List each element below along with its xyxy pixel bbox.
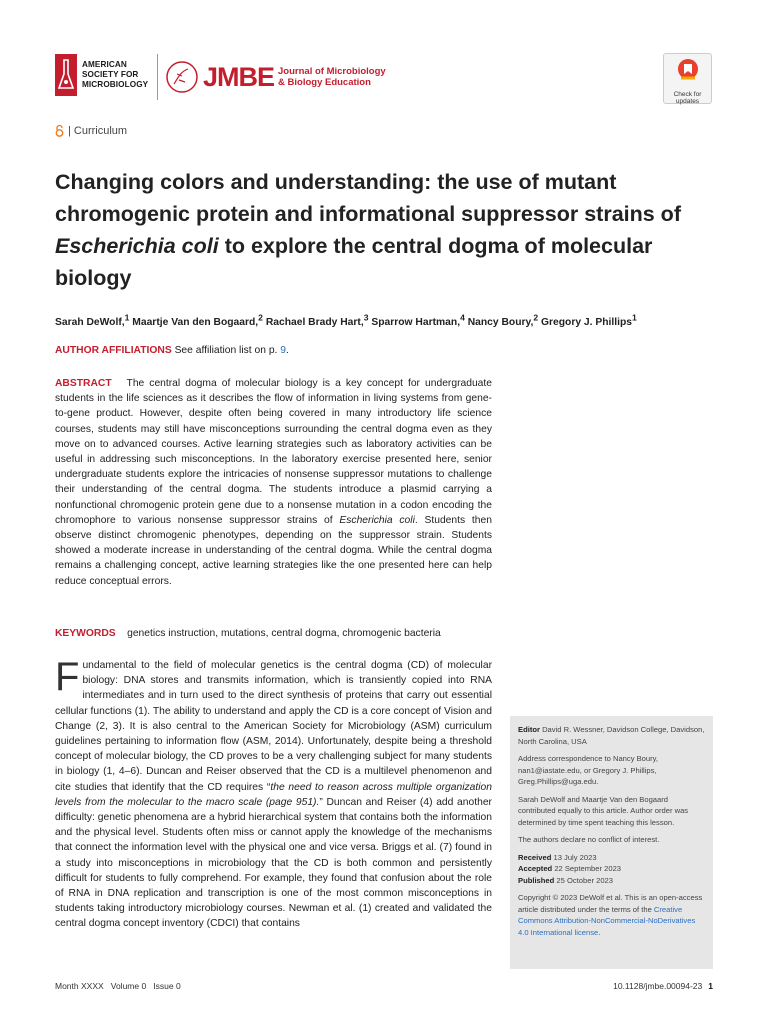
check-for-updates-label: Check for updates [673, 91, 702, 105]
author-list [55, 313, 725, 328]
author[interactable]: Gregory J. Phillips$^1$ [541, 313, 637, 329]
article-info-sidebar [510, 716, 713, 969]
keywords [55, 628, 505, 639]
jmbe-emblem-icon [165, 60, 199, 94]
asm-flask-icon [55, 54, 77, 96]
author[interactable]: Sparrow Hartman,$^4$ [371, 313, 465, 329]
logo-divider [157, 54, 158, 100]
body-text: Fundamental to the field of molecular genetics is the central dogma (CD) of molecular biology: DNA stores and transmits information, which is transiently copied into RNA intermediates and in turn used to the direct synthesis of proteins that carry out essential cellular functions (1). The ability to understand and apply the CD is a core concept of Vision and Change (2, 3). It is also central to the American Society for Microbiology (ASM) curriculum guidelines pertaining to information flow (ASM, 2014). Unfortunately, despite being a threshold concept of molecular biology, the CD proves to be a very challenging subject for many students in biology (1, 4–6). Duncan and Reiser observed that the CD is a multilevel phenomenon and cite studies that identify that the CD requires “the need to reason across multiple organization levels from the molecular to the macro scale (page 951).” Duncan and Reiser (4) add another difficulty: genetic phenomena are a hybrid hierarchical system that contains both the information and the physical level. Students often miss or cannot apply the knowledge of the mechanisms that connect the information level with the physical one and vice versa. Briggs et al. (7) found in a study into misconceptions in microbiology that the CD is both common and persistently difficult for students to fully comprehend. For example, they found that confusion about the role of RNA in DNA replication and transcription is one of the most common misconceptions in students taking introductory microbiology courses. Newman et al. (1) created and validated the central dogma concept inventory (CDCI) that contains [55, 655, 492, 930]
jmbe-logo [165, 54, 386, 100]
license-link[interactable]: Creative Commons Attribution-NonCommercial-NoDerivatives 4.0 International license [518, 904, 696, 937]
jmbe-wordmark: JMBE [203, 61, 275, 92]
bookmark-icon [677, 58, 699, 84]
doi-footer [560, 981, 713, 991]
open-access-icon [55, 125, 64, 137]
asm-logo [55, 54, 150, 100]
asm-name: AMERICAN SOCIETY FOR MICROBIOLOGY [82, 60, 149, 89]
author[interactable]: Sarah DeWolf,$^1$ [55, 313, 130, 329]
author-affiliations: AUTHOR AFFILIATIONS See affiliation list on p. 9. [55, 345, 289, 356]
doi-link[interactable]: 10.1128/jmbe.00094-23 [613, 981, 703, 991]
check-for-updates-button[interactable] [663, 53, 712, 104]
keywords-label: KEYWORDS [55, 628, 116, 639]
correspondence: Address correspondence to Nancy Boury, nan1@iastate.edu, or Gregory J. Phillips, Greg.Phillips@uga.edu. [518, 754, 658, 786]
author[interactable]: Rachael Brady Hart,$^3$ [265, 313, 369, 329]
editor-info: Editor David R. Wessner, Davidson College, Davidson, North Carolina, USA [518, 725, 705, 746]
article-title: Changing colors and understanding: the use of mutant chromogenic protein and informational suppressor strains of Escherichia coli to explore the central dogma of molecular biology [55, 170, 681, 290]
conflict-statement: The authors declare no conflict of interest. [518, 835, 660, 844]
author[interactable]: Nancy Boury,$^2$ [467, 313, 539, 329]
abstract: ABSTRACT The central dogma of molecular biology is a key concept for undergraduate students in the life sciences as it describes the flow of information in living systems from gene-to-gene product. However, despite often being covered in many introductory life science courses, students may still have misconceptions surrounding the central dogma even as they move on to advanced courses. Active learning strategies such as laboratory activities can be useful in addressing such misconceptions. In the laboratory exercise presented here, senior undergraduate students explore the intricacies of nonsense suppressor mutations to challenge their understanding of the central dogma. The students introduce a plasmid carrying a nonfunctional chromogenic protein gene due to a nonsense mutation in a codon encoding the chromophore to various nonsense suppressor strains of Escherichia coli. Students then observe distinct chromogenic phenotypes, depending on the suppressor strain. Students showed a moderate increase in understanding of the central dogma. While the central dogma remains a challenging concept, active learning strategies like the one presented here can help reduce conceptual errors. [55, 378, 492, 587]
keywords-text: genetics instruction, mutations, central dogma, chromogenic bacteria [127, 628, 441, 639]
page-number: 1 [708, 981, 713, 991]
jmbe-journal-name: Journal of Microbiology & Biology Education [278, 66, 386, 88]
history-dates: Received 13 July 2023 Accepted 22 September 2023 Published 25 October 2023 [518, 852, 622, 885]
affiliations-page-link[interactable]: 9 [280, 345, 287, 356]
abstract-label: ABSTRACT [55, 378, 112, 389]
author[interactable]: Maartje Van den Bogaard,$^2$ [132, 313, 263, 329]
copyright-notice: Copyright © 2023 DeWolf et al. This is an open-access article distributed under the terms of the Creative Commons Attribution-NonCommercial-NoDerivatives 4.0 International license. [518, 893, 703, 937]
section-label: | Curriculum [68, 125, 128, 137]
article-section [55, 125, 127, 137]
drop-cap: F [55, 655, 80, 699]
issue-info: Month XXXX Volume 0 Issue 0 [55, 981, 181, 991]
contribution-note: Sarah DeWolf and Maartje Van den Bogaard contributed equally to this article. Author order was determined by time spent teaching this lesson. [518, 794, 689, 827]
affiliations-label: AUTHOR AFFILIATIONS [55, 345, 172, 356]
